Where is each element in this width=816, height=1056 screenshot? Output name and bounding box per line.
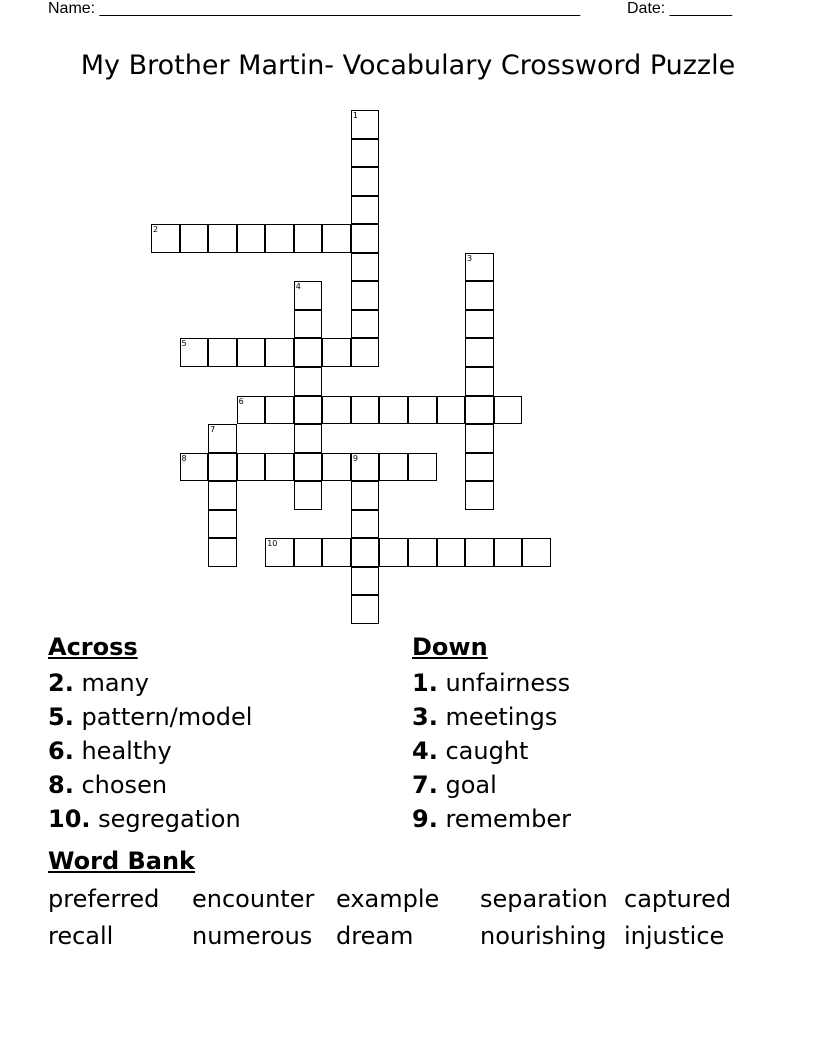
cell-number: 3 xyxy=(467,253,473,263)
crossword-cell xyxy=(351,481,380,510)
across-clue xyxy=(48,736,172,766)
crossword-cell xyxy=(265,338,294,367)
crossword-cell xyxy=(265,396,294,425)
crossword-cell xyxy=(351,538,380,567)
clue-text: unfairness xyxy=(445,669,571,697)
crossword-cell xyxy=(151,224,180,253)
crossword-cell xyxy=(294,281,323,310)
word-bank-heading: Word Bank xyxy=(48,847,196,875)
crossword-cell xyxy=(351,510,380,539)
word-bank-word: preferred xyxy=(48,885,160,913)
down-clue xyxy=(412,702,557,732)
clue-text: meetings xyxy=(445,703,558,731)
crossword-cell xyxy=(265,224,294,253)
crossword-cell xyxy=(237,224,266,253)
crossword-cell xyxy=(208,481,237,510)
word-bank-word: nourishing xyxy=(480,922,607,950)
crossword-cell xyxy=(294,338,323,367)
cell-number: 7 xyxy=(210,425,216,435)
crossword-cell xyxy=(351,110,380,139)
crossword-cell xyxy=(208,453,237,482)
crossword-cell xyxy=(294,424,323,453)
crossword-cell xyxy=(294,538,323,567)
crossword-cell xyxy=(465,481,494,510)
crossword-cell xyxy=(351,567,380,596)
crossword-cell xyxy=(465,338,494,367)
crossword-cell xyxy=(465,424,494,453)
cell-number: 8 xyxy=(181,453,187,463)
clue-text: chosen xyxy=(81,771,168,799)
word-bank-word: encounter xyxy=(192,885,315,913)
crossword-cell xyxy=(265,453,294,482)
date-field-label: Date: _______ xyxy=(627,0,732,17)
crossword-cell xyxy=(237,396,266,425)
name-field-label: Name: ______________________________________________________ xyxy=(48,0,581,17)
crossword-cell xyxy=(465,281,494,310)
across-clue xyxy=(48,770,167,800)
down-clue xyxy=(412,770,497,800)
cell-number: 1 xyxy=(352,111,358,120)
crossword-cell xyxy=(208,510,237,539)
crossword-cell xyxy=(465,367,494,396)
crossword-cell xyxy=(351,196,380,225)
crossword-cell xyxy=(351,338,380,367)
crossword-cell xyxy=(379,453,408,482)
cell-number: 9 xyxy=(352,453,358,463)
clue-text: many xyxy=(81,669,149,697)
word-bank-word: example xyxy=(336,885,440,913)
crossword-cell xyxy=(208,424,237,453)
crossword-cell xyxy=(237,453,266,482)
cell-number: 6 xyxy=(238,396,244,406)
word-bank-word: numerous xyxy=(192,922,313,950)
across-clue xyxy=(48,702,252,732)
crossword-cell xyxy=(237,338,266,367)
word-bank-word: injustice xyxy=(624,922,725,950)
crossword-cell xyxy=(465,453,494,482)
crossword-cell xyxy=(294,367,323,396)
clue-number: 7. xyxy=(412,771,438,799)
crossword-cell xyxy=(351,453,380,482)
clue-number: 1. xyxy=(412,669,438,697)
clue-text: caught xyxy=(445,737,529,765)
crossword-cell xyxy=(494,396,523,425)
crossword-cell xyxy=(265,538,294,567)
cell-number: 5 xyxy=(181,339,187,349)
down-clue xyxy=(412,668,570,698)
crossword-cell xyxy=(351,595,380,624)
crossword-cell xyxy=(465,310,494,339)
word-bank-word: separation xyxy=(480,885,608,913)
across-clue xyxy=(48,804,241,834)
clue-number: 8. xyxy=(48,771,74,799)
crossword-cell xyxy=(208,338,237,367)
down-heading: Down xyxy=(412,633,488,661)
crossword-cell xyxy=(294,481,323,510)
word-bank-word: captured xyxy=(624,885,732,913)
crossword-cell xyxy=(379,396,408,425)
clue-text: pattern/model xyxy=(81,703,253,731)
crossword-cell xyxy=(322,538,351,567)
word-bank-word: recall xyxy=(48,922,114,950)
crossword-cell xyxy=(408,396,437,425)
down-clue xyxy=(412,804,571,834)
crossword-cell xyxy=(351,310,380,339)
crossword-cell xyxy=(351,281,380,310)
crossword-cell xyxy=(351,253,380,282)
crossword-cell xyxy=(379,538,408,567)
crossword-cell xyxy=(351,224,380,253)
crossword-cell xyxy=(180,338,209,367)
clue-number: 6. xyxy=(48,737,74,765)
clue-number: 2. xyxy=(48,669,74,697)
down-clue xyxy=(412,736,528,766)
crossword-cell xyxy=(322,338,351,367)
crossword-cell xyxy=(294,453,323,482)
crossword-cell xyxy=(437,538,466,567)
crossword-cell xyxy=(208,224,237,253)
crossword-cell xyxy=(437,396,466,425)
crossword-cell xyxy=(494,538,523,567)
crossword-cell xyxy=(294,310,323,339)
clue-text: remember xyxy=(445,805,571,833)
crossword-cell xyxy=(408,453,437,482)
crossword-cell xyxy=(322,396,351,425)
clue-number: 10. xyxy=(48,805,91,833)
page-title: My Brother Martin- Vocabulary Crossword Puzzle xyxy=(80,50,736,81)
across-clue xyxy=(48,668,149,698)
clue-number: 9. xyxy=(412,805,438,833)
crossword-cell xyxy=(294,396,323,425)
clue-number: 3. xyxy=(412,703,438,731)
clue-text: segregation xyxy=(98,805,241,833)
crossword-cell xyxy=(522,538,551,567)
crossword-cell xyxy=(180,224,209,253)
crossword-cell xyxy=(465,396,494,425)
crossword-cell xyxy=(180,453,209,482)
crossword-cell xyxy=(322,453,351,482)
crossword-cell xyxy=(208,538,237,567)
clue-text: healthy xyxy=(81,737,172,765)
crossword-cell xyxy=(465,538,494,567)
crossword-cell xyxy=(294,224,323,253)
clue-number: 5. xyxy=(48,703,74,731)
crossword-cell xyxy=(465,253,494,282)
crossword-cell xyxy=(322,224,351,253)
cell-number: 10 xyxy=(267,539,278,549)
crossword-cell xyxy=(351,396,380,425)
across-heading: Across xyxy=(48,633,138,661)
cell-number: 4 xyxy=(295,282,301,292)
clue-text: goal xyxy=(445,771,497,799)
word-bank-word: dream xyxy=(336,922,414,950)
clue-number: 4. xyxy=(412,737,438,765)
cell-number: 2 xyxy=(153,225,159,235)
crossword-cell xyxy=(351,167,380,196)
crossword-cell xyxy=(408,538,437,567)
crossword-cell xyxy=(351,139,380,168)
